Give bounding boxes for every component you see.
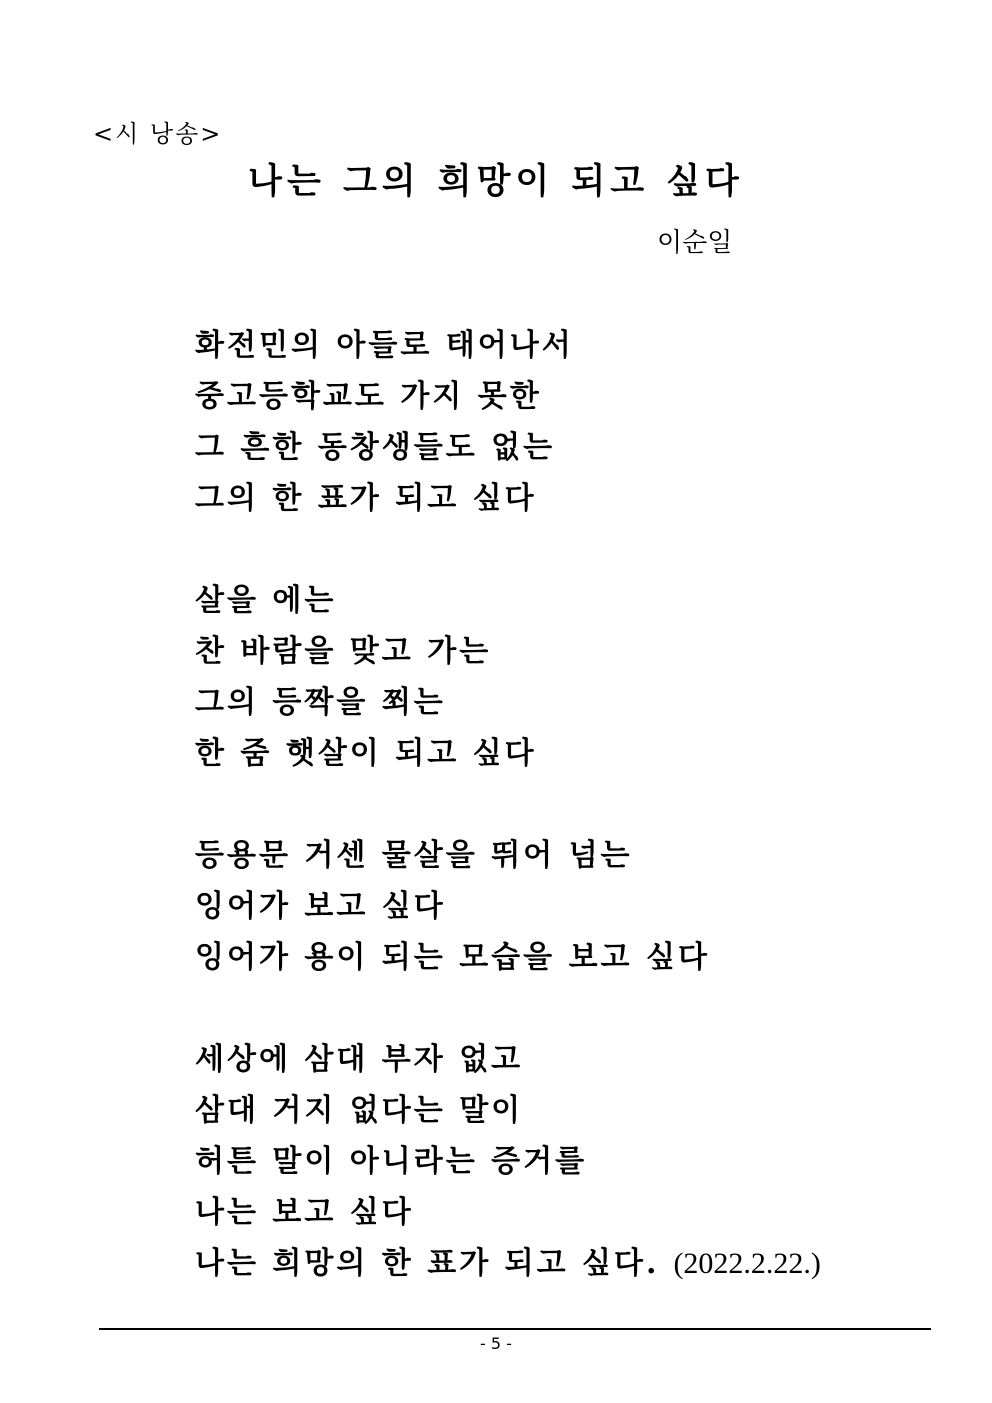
poem-title: 나는 그의 희망이 되고 싶다	[248, 161, 744, 202]
poem-date: (2022.2.22.)	[673, 1247, 821, 1280]
footer-divider	[99, 1328, 931, 1330]
page-number: - 5 -	[480, 1334, 512, 1353]
poem-line: 세상에 삼대 부자 없고	[195, 1042, 524, 1077]
poem-line: 잉어가 보고 싶다	[195, 889, 446, 924]
poem-line: 그의 한 표가 되고 싶다	[195, 481, 537, 516]
stanza-1	[195, 320, 821, 524]
poem-line: 화전민의 아들로 태어나서	[195, 328, 574, 363]
poem-line: 잉어가 용이 되는 모습을 보고 싶다	[195, 940, 710, 975]
stanza-4	[195, 1034, 821, 1289]
poem-line: 한 줌 햇살이 되고 싶다	[195, 736, 537, 771]
poem-line: 나는 보고 싶다	[195, 1195, 414, 1230]
stanza-2	[195, 575, 821, 779]
poem-line: 허튼 말이 아니라는 증거를	[195, 1144, 588, 1179]
poem-line: 중고등학교도 가지 못한	[195, 379, 542, 414]
poem-line-text: 나는 희망의 한 표가 되고 싶다.	[195, 1246, 660, 1281]
poem-line: 살을 에는	[195, 583, 337, 618]
poem-line: 찬 바람을 맞고 가는	[195, 634, 492, 669]
poem-line: 그 흔한 동창생들도 없는	[195, 430, 556, 465]
poem-line: 등용문 거센 물살을 뛰어 넘는	[195, 838, 633, 873]
poem-author: 이순일	[657, 228, 733, 258]
poem-last-line	[195, 1238, 821, 1289]
poem-line: 삼대 거지 없다는 말이	[195, 1093, 524, 1128]
poem-category-label: <시 낭송>	[93, 120, 223, 148]
poem-line: 그의 등짝을 쬐는	[195, 685, 446, 720]
poem-body	[195, 320, 821, 1340]
stanza-3	[195, 830, 821, 983]
